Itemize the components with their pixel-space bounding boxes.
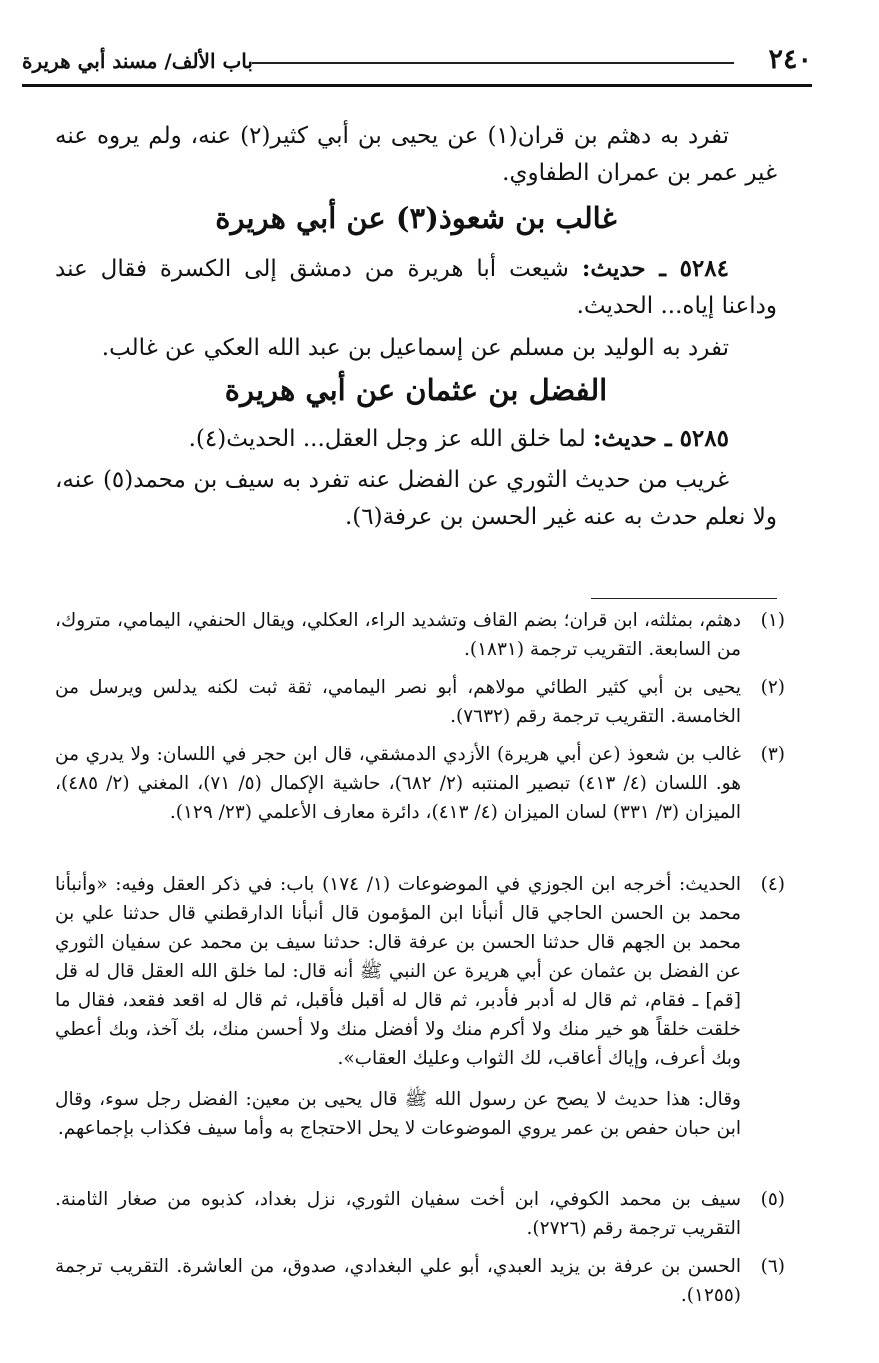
section-title-fadl: الفضل بن عثمان عن أبي هريرة: [224, 373, 608, 407]
footnote-text: غالب بن شعوذ (عن أبي هريرة) الأزدي الدمشقي، قال ابن حجر في اللسان: ولا يدري من هو. اللسان (٤/ ٤١٣) تبصير المنتبه (٢/ ٦٨٢)، حاشية الإكمال (٥/ ٧١)، المغني (٢/ ٤٨٥)، الميزان (٣/ ٣٣١) لسان الميزان (٤/ ٤١٣)، دائرة معارف الأعلمي (٢٣/ ١٢٩).: [55, 744, 741, 823]
hadith-5285: [55, 420, 777, 458]
footnote: [55, 606, 785, 664]
footnote-text: دهثم، بمثلثه، ابن قران؛ بضم القاف وتشديد الراء، العكلي، ويقال الحنفي، اليمامي، متروك، من السابعة. التقريب ترجمة (١٨٣١).: [55, 610, 741, 660]
section-title-ghalib: غالب بن شعوذ(٣) عن أبي هريرة: [215, 201, 617, 235]
chapter-title: باب الألف/ مسند أبي هريرة: [22, 49, 253, 73]
footnote-number: (٣): [760, 744, 785, 765]
intro-note: تفرد به دهثم بن قران(١) عن يحيى بن أبي كثير(٢) عنه، ولم يروه عنه غير عمر بن عمران الطفاوي.: [55, 123, 777, 186]
footnote-number: (٥): [760, 1189, 785, 1210]
footnote-text: الحسن بن عرفة بن يزيد العبدي، أبو علي البغدادي، صدوق، من العاشرة. التقريب ترجمة (١٢٥٥).: [55, 1256, 741, 1306]
hadith-text: شيعت أبا هريرة من دمشق إلى الكسرة فقال عند وداعنا إياه... الحديث.: [55, 256, 777, 319]
footnote-separator: [591, 598, 777, 599]
hadith-5284: [55, 250, 777, 325]
footnote: [55, 740, 785, 827]
hadith-number: ٥٢٨٤ ـ حديث:: [581, 255, 729, 282]
header-rule: [22, 84, 812, 87]
hadith-text: لما خلق الله عز وجل العقل... الحديث(٤).: [188, 426, 586, 452]
footnote-number: (١): [760, 610, 785, 631]
running-header: [22, 40, 812, 80]
footnote-text: يحيى بن أبي كثير الطائي مولاهم، أبو نصر اليمامي، ثقة ثبت لكنه يدلس ويرسل من الخامسة. التقريب ترجمة رقم (٧٦٣٢).: [55, 677, 741, 727]
footnote-number: (٦): [760, 1256, 785, 1277]
footnote: [55, 870, 785, 1143]
footnote-text-continued: وقال: هذا حديث لا يصح عن رسول الله ﷺ قال يحيى بن معين: الفضل رجل سوء، وقال ابن حبان حفص بن عمر يروي الموضوعات لا يحل الاحتجاج به وأما سيف فكذاب بإجماعهم.: [55, 1089, 741, 1139]
footnote: [55, 1185, 785, 1243]
footnote-number: (٢): [760, 677, 785, 698]
footnote-text: سيف بن محمد الكوفي، ابن أخت سفيان الثوري، نزل بغداد، كذبوه من صغار الثامنة. التقريب ترجمة رقم (٢٧٢٦).: [55, 1189, 741, 1239]
footnote-number: (٤): [760, 874, 785, 895]
footnote-text: الحديث: أخرجه ابن الجوزي في الموضوعات (١/ ١٧٤) باب: في ذكر العقل وفيه: «وأنبأنا محمد بن الحسن الحاجي قال أنبأنا ابن المؤمون قال أنبأنا الدارقطني قال حدثنا علي بن محمد بن الجهم قال حدثنا الحسن بن عرفة قال: حدثنا سيف بن محمد عن سفيان الثوري عن الفضل بن عثمان عن أبي هريرة عن النبي ﷺ أنه قال: لما خلق الله العقل قال له قل [قم] ـ فقام، ثم قال له أدبر فأدبر، ثم قال له أقبل فأقبل، ثم قال له اقعد فقعد، فقال ما خلقت خلقاً هو خير منك ولا أكرم منك ولا أفضل منك ولا أحسن منك، بك آخذ، وبك أعطي وبك أعرف، وإياك أعاقب، لك الثواب وعليك العقاب».: [55, 874, 741, 1069]
footnote: [55, 673, 785, 731]
footnote: [55, 1252, 785, 1310]
header-dash: [252, 62, 734, 64]
hadith-number: ٥٢٨٥ ـ حديث:: [593, 425, 729, 452]
hadith-5285-note: غريب من حديث الثوري عن الفضل عنه تفرد به سيف بن محمد(٥) عنه، ولا نعلم حدث به عنه غير الحسن بن عرفة(٦).: [55, 467, 777, 530]
hadith-5284-note: تفرد به الوليد بن مسلم عن إسماعيل بن عبد الله العكي عن غالب.: [101, 335, 729, 361]
page-number: ٢٤٠: [768, 44, 812, 75]
